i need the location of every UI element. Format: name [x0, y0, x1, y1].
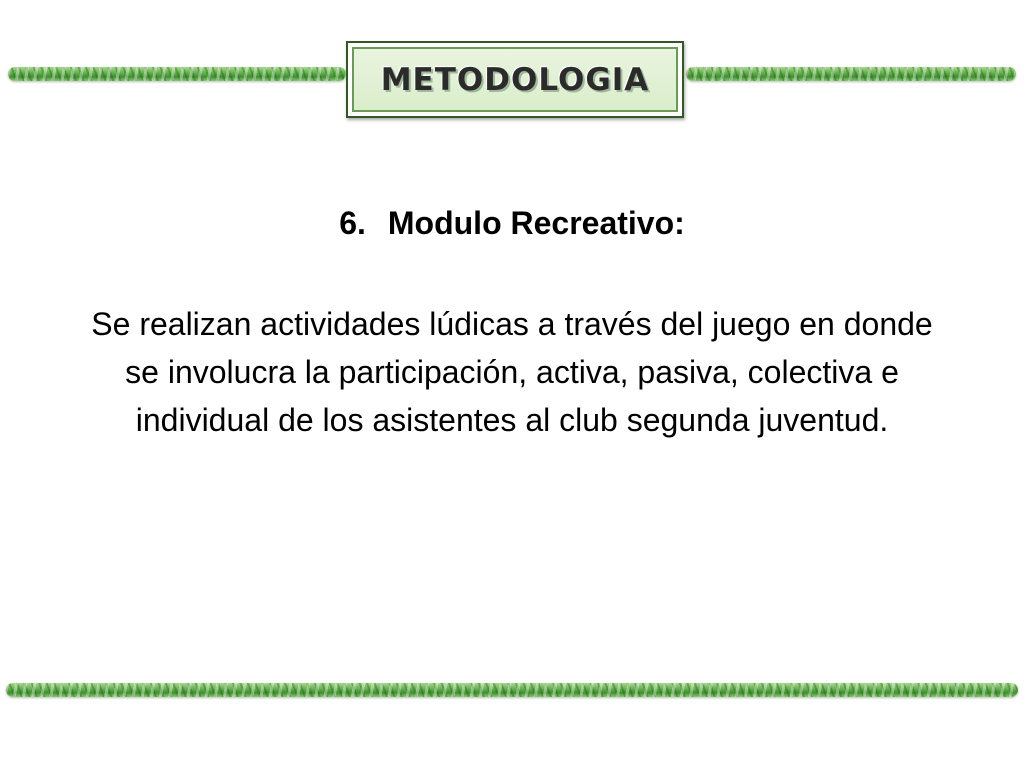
top-right-divider	[686, 67, 1016, 81]
section-heading-text: Modulo Recreativo:	[387, 205, 685, 241]
bottom-divider	[6, 683, 1018, 697]
section-number: 6.	[339, 205, 366, 241]
section-heading	[60, 198, 964, 248]
banner-title: METODOLOGIA	[380, 61, 650, 98]
slide-content	[60, 198, 964, 444]
title-banner	[346, 41, 684, 118]
top-left-divider	[8, 67, 346, 81]
section-body: Se realizan actividades lúdicas a través del juego en donde se involucra la participación, activa, pasiva, colectiva e individual de los asistentes al club segunda juventud.	[91, 306, 933, 438]
